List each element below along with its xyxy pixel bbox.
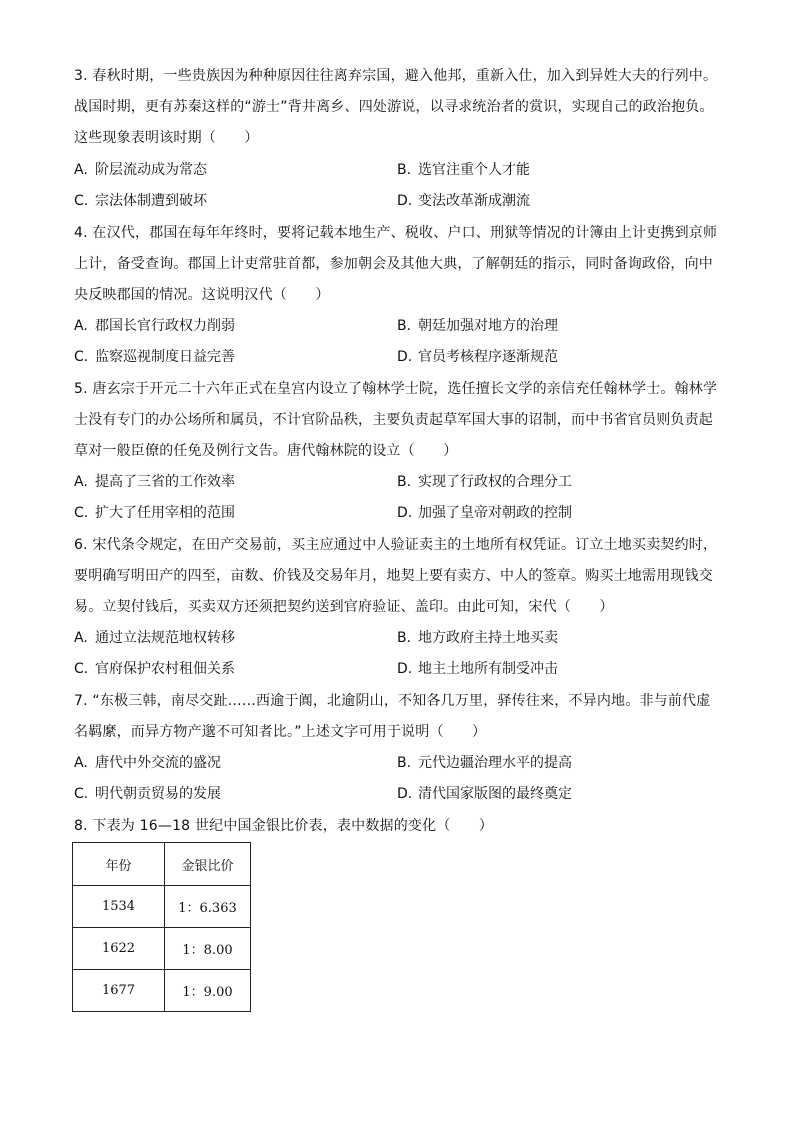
option-text: 官员考核程序逐渐规范 xyxy=(418,349,558,365)
option-key: C. xyxy=(74,661,89,677)
question-7-stem: 7. “东极三韩，南尽交趾……西逾于阗，北逾阴山，不知各几万里，驿传往来，不异内地。非与前代虚名羁縻，而异方物产邈不可知者比。”上述文字可用于说明（ ） xyxy=(74,693,711,740)
question-4-option-a xyxy=(74,316,235,336)
option-text: 通过立法规范地权转移 xyxy=(95,630,235,646)
question-7-option-d xyxy=(397,784,572,804)
option-key: D. xyxy=(397,661,413,677)
question-6-option-d xyxy=(397,659,558,679)
question-4-stem: 4. 在汉代，郡国在每年年终时，要将记载本地生产、税收、户口、刑狱等情况的计簿由上计吏携到京师上计，备受查询。郡国上计吏常驻首都，参加朝会及其他大典，了解朝廷的指示，同时备询政俗，向中央反映郡国的情况。这说明汉代（ ） xyxy=(74,225,718,303)
question-3-option-a xyxy=(74,160,207,180)
question-3-option-b xyxy=(397,160,530,180)
table-cell-year: 1534 xyxy=(73,886,165,928)
option-text: 元代边疆治理水平的提高 xyxy=(418,755,572,771)
option-key: A. xyxy=(74,318,88,334)
option-text: 监察巡视制度日益完善 xyxy=(95,349,235,365)
question-7-option-a xyxy=(74,753,221,773)
option-text: 扩大了任用宰相的范围 xyxy=(95,505,235,521)
table-cell-ratio: 1：9.00 xyxy=(165,970,251,1012)
table-header-ratio: 金银比价 xyxy=(165,843,251,886)
option-key: D. xyxy=(397,349,413,365)
option-key: D. xyxy=(397,786,413,802)
option-key: A. xyxy=(74,474,88,490)
table-row xyxy=(73,886,251,928)
option-text: 阶层流动成为常态 xyxy=(95,162,207,178)
option-key: B. xyxy=(397,755,412,771)
option-key: C. xyxy=(74,786,89,802)
question-6-option-b xyxy=(397,628,558,648)
question-6-option-c xyxy=(74,659,235,679)
option-key: A. xyxy=(74,755,88,771)
question-5-option-d xyxy=(397,503,572,523)
option-key: C. xyxy=(74,349,89,365)
table-cell-ratio: 1：8.00 xyxy=(165,928,251,970)
question-7-option-b xyxy=(397,753,572,773)
question-6-stem: 6. 宋代条令规定，在田产交易前，买主应通过中人验证卖主的土地所有权凭证。订立土地买卖契约时，要明确写明田产的四至，亩数、价钱及交易年月，地契上要有卖方、中人的签章。购买土地需用现钱交易。立契付钱后，买卖双方还须把契约送到官府验证、盖印。由此可知，宋代（ ） xyxy=(74,537,718,615)
table-cell-ratio: 1：6.363 xyxy=(165,886,251,928)
table-row xyxy=(73,970,251,1012)
option-text: 郡国长官行政权力削弱 xyxy=(95,318,235,334)
option-text: 唐代中外交流的盛况 xyxy=(95,755,221,771)
option-text: 清代国家版图的最终奠定 xyxy=(418,786,572,802)
table-header-year: 年份 xyxy=(73,843,165,886)
question-4-option-c xyxy=(74,347,235,367)
question-3-stem: 3. 春秋时期，一些贵族因为种种原因往往离弃宗国，避入他邦，重新入仕，加入到异姓大夫的行列中。战国时期，更有苏秦这样的“游士”背井离乡、四处游说，以寻求统治者的赏识，实现自己的政治抱负。这些现象表明该时期（ ） xyxy=(74,68,718,146)
gold-silver-ratio-table xyxy=(72,842,251,1012)
question-4-option-d xyxy=(397,347,558,367)
option-key: A. xyxy=(74,630,88,646)
option-key: D. xyxy=(397,193,413,209)
option-key: B. xyxy=(397,162,412,178)
table-cell-year: 1677 xyxy=(73,970,165,1012)
question-8-stem: 8. 下表为 16—18 世纪中国金银比价表，表中数据的变化（ ） xyxy=(74,818,494,834)
option-key: C. xyxy=(74,505,89,521)
question-5-stem: 5. 唐玄宗于开元二十六年正式在皇宫内设立了翰林学士院，选任擅长文学的亲信充任翰林学士。翰林学士没有专门的办公场所和属员，不计官阶品秩，主要负责起草军国大事的诏制，而中书省官员则负责起草对一般臣僚的任免及例行文告。唐代翰林院的设立（ ） xyxy=(74,381,718,459)
option-text: 实现了行政权的合理分工 xyxy=(418,474,572,490)
question-5-option-a xyxy=(74,472,235,492)
option-key: C. xyxy=(74,193,89,209)
option-key: D. xyxy=(397,505,413,521)
option-text: 朝廷加强对地方的治理 xyxy=(418,318,558,334)
option-text: 变法改革渐成潮流 xyxy=(418,193,530,209)
question-5-option-b xyxy=(397,472,572,492)
option-text: 宗法体制遭到破坏 xyxy=(95,193,207,209)
question-6-option-a xyxy=(74,628,235,648)
option-text: 官府保护农村租佃关系 xyxy=(95,661,235,677)
option-key: B. xyxy=(397,474,412,490)
question-4-option-b xyxy=(397,316,558,336)
question-3-option-d xyxy=(397,191,530,211)
option-text: 地主土地所有制受冲击 xyxy=(418,661,558,677)
table-header-row xyxy=(73,843,251,886)
option-text: 明代朝贡贸易的发展 xyxy=(95,786,221,802)
option-key: B. xyxy=(397,318,412,334)
option-key: B. xyxy=(397,630,412,646)
question-7-option-c xyxy=(74,784,221,804)
option-text: 加强了皇帝对朝政的控制 xyxy=(418,505,572,521)
option-text: 选官注重个人才能 xyxy=(418,162,530,178)
question-3-option-c xyxy=(74,191,207,211)
option-text: 地方政府主持土地买卖 xyxy=(418,630,558,646)
option-key: A. xyxy=(74,162,88,178)
option-text: 提高了三省的工作效率 xyxy=(95,474,235,490)
table-row xyxy=(73,928,251,970)
question-5-option-c xyxy=(74,503,235,523)
table-cell-year: 1622 xyxy=(73,928,165,970)
